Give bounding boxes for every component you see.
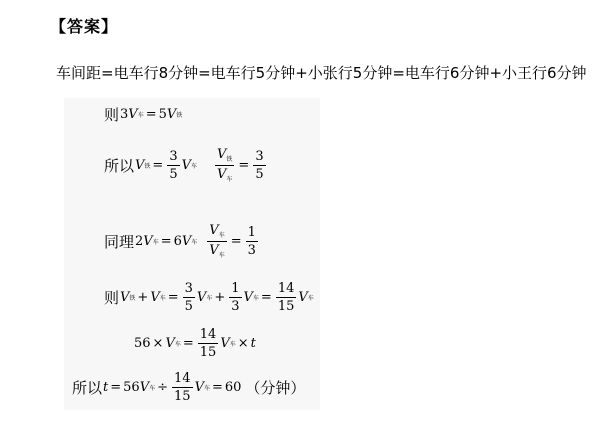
sub-che: 车 — [307, 295, 314, 302]
unit-label: （分钟） — [245, 379, 306, 397]
sub-che: 车 — [218, 232, 225, 239]
fraction — [172, 372, 193, 403]
line-prefix: 所以 — [72, 379, 103, 397]
denominator: 15 — [277, 299, 295, 314]
coefficient: 2 — [135, 234, 144, 249]
numerator: 1 — [231, 281, 240, 296]
numerator: 3 — [169, 149, 178, 164]
fraction — [183, 282, 195, 313]
plus-sign: + — [137, 290, 149, 305]
formula-panel — [64, 98, 320, 410]
var-v: V — [209, 223, 219, 238]
formula-line-6 — [72, 372, 306, 403]
fraction — [276, 282, 297, 313]
equals-sign: = — [152, 158, 164, 173]
var-t: t — [250, 336, 256, 351]
sub-che: 车 — [191, 163, 198, 170]
line-prefix: 同理 — [104, 233, 135, 251]
sub-che: 车 — [226, 176, 233, 183]
numerator: 14 — [199, 327, 217, 342]
var-v: V — [196, 290, 207, 305]
numerator: 3 — [255, 149, 264, 164]
var-v: V — [181, 234, 192, 249]
formula-line-1 — [104, 104, 182, 125]
times-sign: × — [237, 336, 249, 351]
denominator: 5 — [184, 299, 193, 314]
sub-tie: 铁 — [176, 112, 183, 119]
sub-tie: 铁 — [144, 163, 151, 170]
formula-line-4 — [104, 282, 314, 313]
var-v: V — [220, 336, 230, 351]
equals-sign: = — [230, 234, 242, 249]
var-v: V — [217, 167, 227, 182]
denominator: 15 — [174, 389, 191, 404]
sub-che: 车 — [229, 341, 236, 348]
coefficient: 5 — [158, 107, 167, 122]
denominator: 5 — [255, 167, 264, 182]
equals-sign: = — [110, 380, 122, 395]
var-v: V — [143, 234, 153, 249]
var-v: V — [150, 290, 160, 305]
equals-sign: = — [260, 290, 272, 305]
var-v: V — [298, 290, 308, 305]
sub-che: 车 — [137, 112, 144, 119]
var-v: V — [217, 147, 227, 162]
formula-line-2 — [104, 148, 268, 183]
var-v: V — [120, 290, 130, 305]
equals-sign: = — [145, 107, 157, 122]
sub-che: 车 — [152, 239, 159, 246]
fraction — [167, 150, 179, 181]
var-t: t — [103, 380, 109, 395]
line-prefix: 所以 — [104, 157, 135, 175]
equals-sign: = — [182, 336, 194, 351]
denominator: 3 — [247, 243, 256, 258]
fraction — [253, 150, 265, 181]
var-v: V — [139, 380, 150, 395]
numerator — [215, 148, 234, 166]
sub-tie: 铁 — [129, 295, 136, 302]
var-v: V — [194, 380, 204, 395]
sub-tie: 铁 — [226, 156, 233, 163]
sub-che: 车 — [149, 385, 156, 392]
intro-text: 车间距=电车行8分钟=电车行5分钟+小张行5分钟=电车行6分钟+小王行6分钟 — [56, 64, 587, 82]
coefficient: 56 — [123, 380, 140, 395]
denominator: 5 — [169, 167, 178, 182]
equals-sign: = — [167, 290, 179, 305]
denominator — [215, 166, 234, 183]
numerator — [207, 224, 226, 242]
var-v: V — [243, 290, 253, 305]
var-v: V — [165, 336, 175, 351]
denominator: 15 — [199, 345, 217, 360]
fraction — [215, 148, 234, 183]
equals-sign: = — [160, 234, 172, 249]
coefficient: 6 — [173, 234, 182, 249]
var-v: V — [209, 243, 219, 258]
denominator — [207, 242, 226, 259]
numerator: 14 — [174, 371, 191, 386]
fraction — [198, 328, 219, 359]
numerator: 14 — [277, 281, 295, 296]
fraction — [207, 224, 226, 259]
plus-sign: + — [214, 290, 226, 305]
line-prefix: 则 — [104, 289, 120, 307]
line-prefix: 则 — [104, 106, 120, 124]
denominator: 3 — [231, 299, 240, 314]
numerator: 3 — [184, 281, 193, 296]
sub-che: 车 — [174, 341, 181, 348]
var-v: V — [135, 158, 145, 173]
var-v: V — [128, 107, 138, 122]
sub-che: 车 — [218, 252, 225, 259]
equals-sign: = — [211, 380, 223, 395]
sub-che: 车 — [206, 295, 213, 302]
times-sign: × — [152, 336, 164, 351]
result-value: 60 — [224, 380, 242, 395]
var-v: V — [181, 158, 191, 173]
equals-sign: = — [238, 158, 250, 173]
sub-che: 车 — [191, 239, 198, 246]
sub-che: 车 — [252, 295, 259, 302]
answer-heading: 【答案】 — [50, 17, 119, 36]
fraction — [246, 226, 258, 257]
sub-che: 车 — [159, 295, 166, 302]
formula-line-5 — [134, 328, 256, 359]
sub-che: 车 — [203, 385, 210, 392]
coefficient: 56 — [134, 336, 151, 351]
divide-sign: ÷ — [157, 380, 169, 395]
numerator: 1 — [247, 225, 256, 240]
var-v: V — [166, 107, 177, 122]
fraction — [229, 282, 241, 313]
formula-line-3 — [104, 224, 260, 259]
coefficient: 3 — [120, 107, 129, 122]
